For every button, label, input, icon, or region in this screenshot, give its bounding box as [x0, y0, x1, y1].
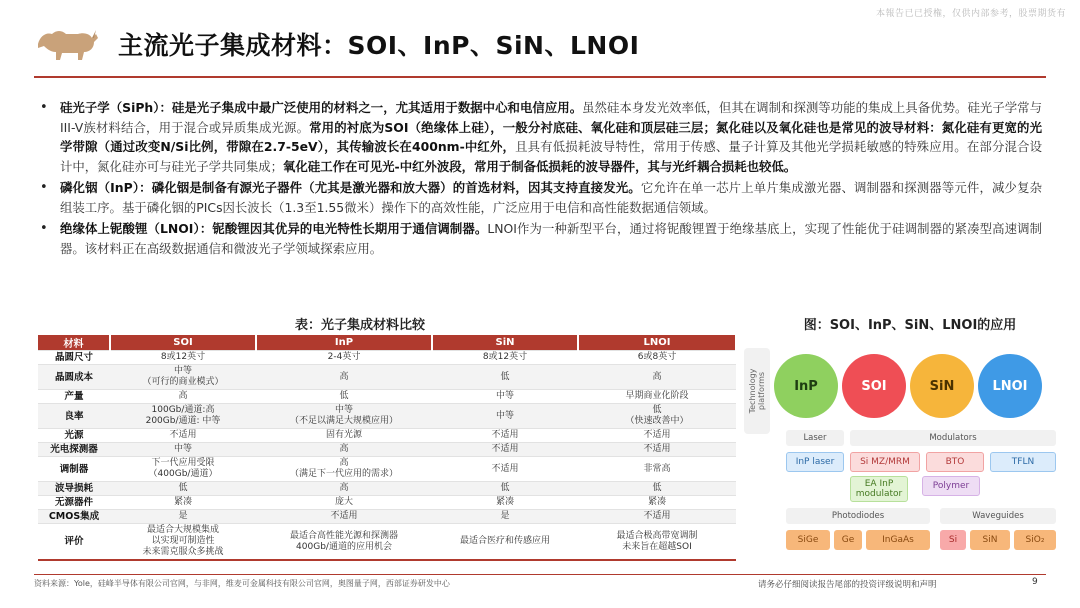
table-cell-sin: 低: [432, 365, 578, 390]
table-row: [38, 429, 736, 443]
page-number: 9: [1032, 577, 1038, 587]
table-cell-soi: 低: [110, 482, 256, 496]
chip-sio2: SiO₂: [1014, 530, 1056, 550]
chip-si: Si: [940, 530, 966, 550]
watermark-text: 本報告已已授権，仅供内部参考，股票期货有: [875, 9, 1066, 19]
table-cell-soi: 不适用: [110, 429, 256, 443]
table-cell-soi: 100Gb/通道:高 200Gb/通道: 中等: [110, 404, 256, 429]
table-header-cell: 材料: [38, 335, 110, 351]
table-row-label: CMOS集成: [38, 510, 110, 524]
table-row-label: 无源器件: [38, 496, 110, 510]
table-cell-inp: 最适合高性能光源和探测器 400Gb/通道的应用机会: [256, 524, 432, 561]
table-cell-inp: 中等 （不足以满足大规模应用）: [256, 404, 432, 429]
bullet-inp: [38, 178, 1042, 217]
table-cell-lnoi: 高: [578, 365, 736, 390]
chip-polymer: Polymer: [922, 476, 980, 496]
chip-ge: Ge: [834, 530, 862, 550]
table-cell-soi: 中等 （可行的商业模式）: [110, 365, 256, 390]
photodiodes-header: Photodiodes: [786, 508, 930, 524]
table-row-label: 光源: [38, 429, 110, 443]
platform-circle-sin: SiN: [910, 354, 974, 418]
table-row: [38, 482, 736, 496]
table-header-cell: LNOI: [578, 335, 736, 351]
chip-ea-inp-modulator: EA InP modulator: [850, 476, 908, 502]
table-row: [38, 443, 736, 457]
table-body: [38, 351, 736, 561]
table-row-label: 光电探测器: [38, 443, 110, 457]
table-row-label: 晶圆尺寸: [38, 351, 110, 365]
footer-divider: [34, 574, 1046, 575]
chip-bto: BTO: [926, 452, 984, 472]
modulators-header: Modulators: [850, 430, 1056, 446]
bullet-lnoi: [38, 219, 1042, 258]
bull-logo-icon: [34, 22, 100, 64]
table-cell-lnoi: 低: [578, 482, 736, 496]
table-row: [38, 510, 736, 524]
table-cell-sin: 不适用: [432, 429, 578, 443]
table-row: [38, 457, 736, 482]
table-row: [38, 404, 736, 429]
table-cell-inp: 高: [256, 482, 432, 496]
bullet-inp-text: 它允许在单一芯片上单片集成激光器、调制器和探测器等元件，减少复杂组装工序。基于磷化铟的PICs因长波长（1.3至1.55微米）操作下的高效性能，广泛应用于电信和高性能数据通信领域。: [60, 180, 1043, 215]
table-cell-sin: 不适用: [432, 443, 578, 457]
platform-circle-inp: InP: [774, 354, 838, 418]
waveguides-header: Waveguides: [940, 508, 1056, 524]
table-row: [38, 351, 736, 365]
table-cell-soi: 8或12英寸: [110, 351, 256, 365]
table-row: [38, 390, 736, 404]
table-header-cell: SOI: [110, 335, 256, 351]
table-cell-soi: 最适合大规模集成 以实现可制造性 未来需克服众多挑战: [110, 524, 256, 561]
table-cell-inp: 固有光源: [256, 429, 432, 443]
table-cell-lnoi: 6或8英寸: [578, 351, 736, 365]
table-cell-lnoi: 最适合极高带宽调制 未来旨在超越SOI: [578, 524, 736, 561]
table-row-label: 评价: [38, 524, 110, 561]
table-cell-inp: 不适用: [256, 510, 432, 524]
table-cell-sin: 最适合医疗和传感应用: [432, 524, 578, 561]
bullet-siph-lead: 硅光子学（SiPh）：硅是光子集成中最广泛使用的材料之一，尤其适用于数据中心和电信应用。: [60, 100, 583, 115]
technology-platforms-tab: [744, 348, 770, 434]
table-cell-lnoi: 紧凑: [578, 496, 736, 510]
side-label: [748, 369, 766, 414]
table-cell-soi: 高: [110, 390, 256, 404]
table-cell-sin: 8或12英寸: [432, 351, 578, 365]
bullet-siph-bold-3: 氧化硅工作在可见光-中红外波段，常用于制备低损耗的波导器件，其与光纤耦合损耗也较低。: [283, 158, 797, 174]
table-cell-soi: 中等: [110, 443, 256, 457]
bullet-lnoi-text: LNOI作为一种新型平台，通过将铌酸锂置于绝缘基底上，实现了性能优于硅调制器的紧凑型高速调制器。该材料正在高级数据通信和微波光子学领域探索应用。: [60, 221, 1042, 256]
table-header-cell: InP: [256, 335, 432, 351]
chip-ingaas: InGaAs: [866, 530, 930, 550]
source-note: 资料来源：Yole，硅峰半导体有限公司官网，与非网，维麦可金属科技有限公司官网，奥图量子网，西部证券研发中心: [34, 579, 450, 588]
table-cell-inp: 低: [256, 390, 432, 404]
page-title: 主流光子集成材料：SOI、InP、SiN、LNOI: [118, 31, 640, 60]
laser-header: Laser: [786, 430, 844, 446]
bullet-siph-bold-2: 常用的衬底为SOI（绝缘体上硅），一般分衬底硅、氧化硅和顶层硅三层；氮化硅以及氧化硅也是常见的波导材料：氮化硅有更宽的光学带隙（通过改变N/Si比例，带隙在2.7-5eV），其传输波长在400nm-中红外，: [60, 119, 1042, 154]
table-header-cell: SiN: [432, 335, 578, 351]
chip-inp-laser: InP laser: [786, 452, 844, 472]
table-header-row: [38, 335, 736, 351]
table-cell-inp: 2-4英寸: [256, 351, 432, 365]
table-cell-inp: 高: [256, 443, 432, 457]
side-label-1: Technology: [748, 368, 757, 414]
table-cell-lnoi: 不适用: [578, 510, 736, 524]
application-figure: [744, 340, 1056, 560]
table-cell-inp: 高: [256, 365, 432, 390]
table-row: [38, 524, 736, 561]
table-cell-lnoi: 不适用: [578, 429, 736, 443]
title-divider: [34, 76, 1046, 78]
bullet-lnoi-lead: 绝缘体上铌酸锂（LNOI）：铌酸锂因其优异的电光特性长期用于通信调制器。: [60, 221, 488, 236]
table-row: [38, 496, 736, 510]
bullet-siph-text-2: 且具有低损耗波导特性，常用于传感、量子计算及其他光学损耗敏感的特殊应用。在部分混合设计中，氮化硅亦可与硅光子学共同集成；: [60, 139, 1043, 174]
bullet-siph-text-1: 虽然硅本身发光效率低，但其在调制和探测等功能的集成上具备优势。硅光子学常与 III-V族材料结合，用于混合或异质集成光源。: [60, 100, 1043, 135]
bullet-inp-lead: 磷化铟（InP）：磷化铟是制备有源光子器件（尤其是激光器和放大器）的首选材料，因其支持直接发光。: [60, 180, 641, 195]
table-cell-lnoi: 早期商业化阶段: [578, 390, 736, 404]
table-cell-soi: 是: [110, 510, 256, 524]
table-cell-lnoi: 不适用: [578, 443, 736, 457]
table-cell-sin: 不适用: [432, 457, 578, 482]
table-cell-sin: 是: [432, 510, 578, 524]
table-row-label: 良率: [38, 404, 110, 429]
table-cell-inp: 高 （满足下一代应用的需求）: [256, 457, 432, 482]
figure-caption: 图：SOI、InP、SiN、LNOI的应用: [803, 318, 1017, 333]
chip-sin: SiN: [970, 530, 1010, 550]
table-cell-sin: 低: [432, 482, 578, 496]
table-cell-lnoi: 低 （快速改善中）: [578, 404, 736, 429]
table-row: [38, 365, 736, 390]
table-cell-soi: 下一代应用受限 （400Gb/通道）: [110, 457, 256, 482]
chip-sige: SiGe: [786, 530, 830, 550]
table-cell-sin: 中等: [432, 390, 578, 404]
table-caption: 表：光子集成材料比较: [294, 318, 425, 333]
table-cell-sin: 紧凑: [432, 496, 578, 510]
table-cell-soi: 紧凑: [110, 496, 256, 510]
chip-si-mz-mrm: Si MZ/MRM: [850, 452, 920, 472]
platform-circle-soi: SOI: [842, 354, 906, 418]
platform-circle-lnoi: LNOI: [978, 354, 1042, 418]
table-cell-sin: 中等: [432, 404, 578, 429]
bullet-siph: [38, 98, 1042, 176]
material-comparison-table: [38, 335, 737, 561]
side-label-2: platforms: [757, 371, 766, 411]
table-row-label: 晶圆成本: [38, 365, 110, 390]
bullet-list: [38, 98, 1042, 260]
table-cell-lnoi: 非常高: [578, 457, 736, 482]
table-row-label: 波导损耗: [38, 482, 110, 496]
chip-tfln: TFLN: [990, 452, 1056, 472]
table-row-label: 调制器: [38, 457, 110, 482]
disclaimer-text: 请务必仔细阅读报告尾部的投资评级说明和声明: [758, 580, 937, 590]
table-row-label: 产量: [38, 390, 110, 404]
table-cell-inp: 庞大: [256, 496, 432, 510]
